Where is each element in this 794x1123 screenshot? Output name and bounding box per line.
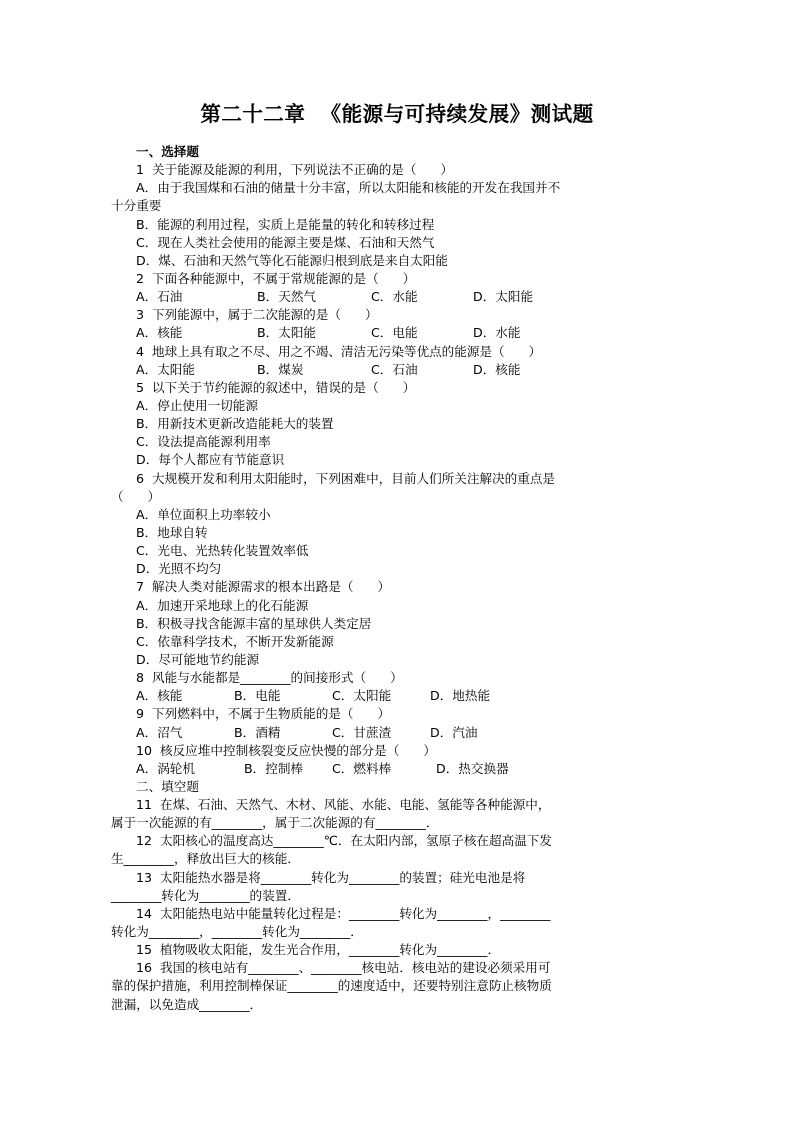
question-10-options [111,760,609,778]
question-4-option-d: D．核能 [473,361,521,377]
question-12-line-1: 12 太阳核心的温度高达________℃．在太阳内部，氢原子核在超高温下发 [136,833,552,849]
question-8-option-a: A．核能 [136,688,183,704]
question-7-option-d: D．尽可能地节约能源 [136,651,260,667]
question-8-option-d: D．地热能 [430,688,491,704]
question-6-option-d: D．光照不均匀 [136,561,222,577]
question-9-options [111,724,609,742]
question-3-option-d: D．水能 [473,325,521,341]
question-4-option-a: A．太阳能 [136,361,195,377]
question-9-option-c: C．甘蔗渣 [332,724,392,740]
question-16-line-1: 16 我国的核电站有________、________核电站．核电站的建设必须采用可 [136,960,551,976]
section-heading-choice: 一、选择题 [136,144,199,159]
section-heading-fill: 二、填空题 [136,778,199,794]
question-4-options [111,361,609,379]
question-6-option-c: C．光电、光热转化装置效率低 [136,543,309,559]
question-10-option-b: B．控制棒 [244,760,304,776]
question-3-option-c: C．电能 [371,325,418,341]
question-8-stem: 8 风能与水能都是________的间接形式（ ） [136,670,403,686]
question-3-option-b: B．太阳能 [257,325,317,341]
question-8-option-b: B．电能 [234,688,281,704]
question-8-option-c: C．太阳能 [332,688,392,704]
question-6-option-a: A．单位面积上功率较小 [136,506,271,522]
question-10-option-d: D．热交换器 [436,760,509,776]
question-body [111,143,609,1014]
question-13-line-1: 13 太阳能热水器是将________转化为________的装置；硅光电池是将 [136,869,526,885]
question-2-option-a: A．石油 [136,289,183,305]
question-4-option-c: C．石油 [371,361,418,377]
question-1-stem: 1 关于能源及能源的利用，下列说法不正确的是（ ） [136,162,454,178]
question-16-line-3: 泄漏，以免造成________． [111,996,263,1012]
question-1-option-b: B．能源的利用过程，实质上是能量的转化和转移过程 [136,216,435,232]
question-2-option-b: B．天然气 [257,289,317,305]
question-3-options [111,324,609,342]
question-4-option-b: B．煤炭 [257,361,304,377]
question-3-stem: 3 下列能源中，属于二次能源的是（ ） [136,307,378,323]
question-2-options [111,288,609,306]
question-11-line-2: 属于一次能源的有________，属于二次能源的有________． [111,815,439,831]
question-2-stem: 2 下面各种能源中，不属于常规能源的是（ ） [136,270,416,286]
question-9-option-d: D．汽油 [430,724,478,740]
question-7-option-c: C．依靠科学技术，不断开发新能源 [136,633,334,649]
question-5-option-c: C．设法提高能源利用率 [136,434,271,450]
question-1-option-c: C．现在人类社会使用的能源主要是煤、石油和天然气 [136,234,435,250]
page-title: 第二十二章 《能源与可持续发展》测试题 [200,102,594,126]
question-6-stem-cont: （ ） [111,488,161,504]
question-11-line-1: 11 在煤、石油、天然气、木材、风能、水能、电能、氢能等各种能源中， [136,797,551,813]
question-3-option-a: A．核能 [136,325,183,341]
question-9-option-a: A．沼气 [136,724,183,740]
question-2-option-d: D．太阳能 [473,289,534,305]
question-1-option-a: A．由于我国煤和石油的储量十分丰富，所以太阳能和核能的开发在我国并不 [136,180,561,196]
question-5-stem: 5 以下关于节约能源的叙述中，错误的是（ ） [136,379,416,395]
question-5-option-b: B．用新技术更新改造能耗大的装置 [136,416,334,432]
question-10-stem: 10 核反应堆中控制核裂变反应快慢的部分是（ ） [136,742,436,758]
question-1-option-a-cont: 十分重要 [111,198,162,214]
question-9-option-b: B．酒精 [234,724,281,740]
question-10-option-c: C．燃料棒 [332,760,392,776]
question-13-line-2: ________转化为________的装置． [111,887,300,903]
question-10-option-a: A．涡轮机 [136,760,195,776]
question-1-option-d: D．煤、石油和天然气等化石能源归根到底是来自太阳能 [136,252,448,268]
question-2-option-c: C．水能 [371,289,418,305]
question-15-line-1: 15 植物吸收太阳能，发生光合作用，________转化为________． [136,942,501,958]
question-5-option-d: D．每个人都应有节能意识 [136,452,285,468]
question-14-line-2: 转化为________，________转化为________． [111,924,363,940]
question-8-options [111,687,609,705]
question-7-option-a: A．加速开采地球上的化石能源 [136,597,309,613]
question-7-stem: 7 解决人类对能源需求的根本出路是（ ） [136,579,391,595]
question-6-option-b: B．地球自转 [136,524,208,540]
question-9-stem: 9 下列燃料中，不属于生物质能的是（ ） [136,706,391,722]
question-16-line-2: 靠的保护措施，利用控制棒保证________的速度适中，还要特别注意防止核物质 [111,978,552,994]
question-6-stem: 6 大规模开发和利用太阳能时，下列困难中，目前人们所关注解决的重点是 [136,470,556,486]
question-4-stem: 4 地球上具有取之不尽、用之不竭、清洁无污染等优点的能源是（ ） [136,343,542,359]
question-14-line-1: 14 太阳能热电站中能量转化过程是：________转化为________，________ [136,905,551,921]
question-5-option-a: A．停止使用一切能源 [136,397,258,413]
question-12-line-2: 生________，释放出巨大的核能． [111,851,300,867]
question-7-option-b: B．积极寻找含能源丰富的星球供人类定居 [136,615,372,631]
